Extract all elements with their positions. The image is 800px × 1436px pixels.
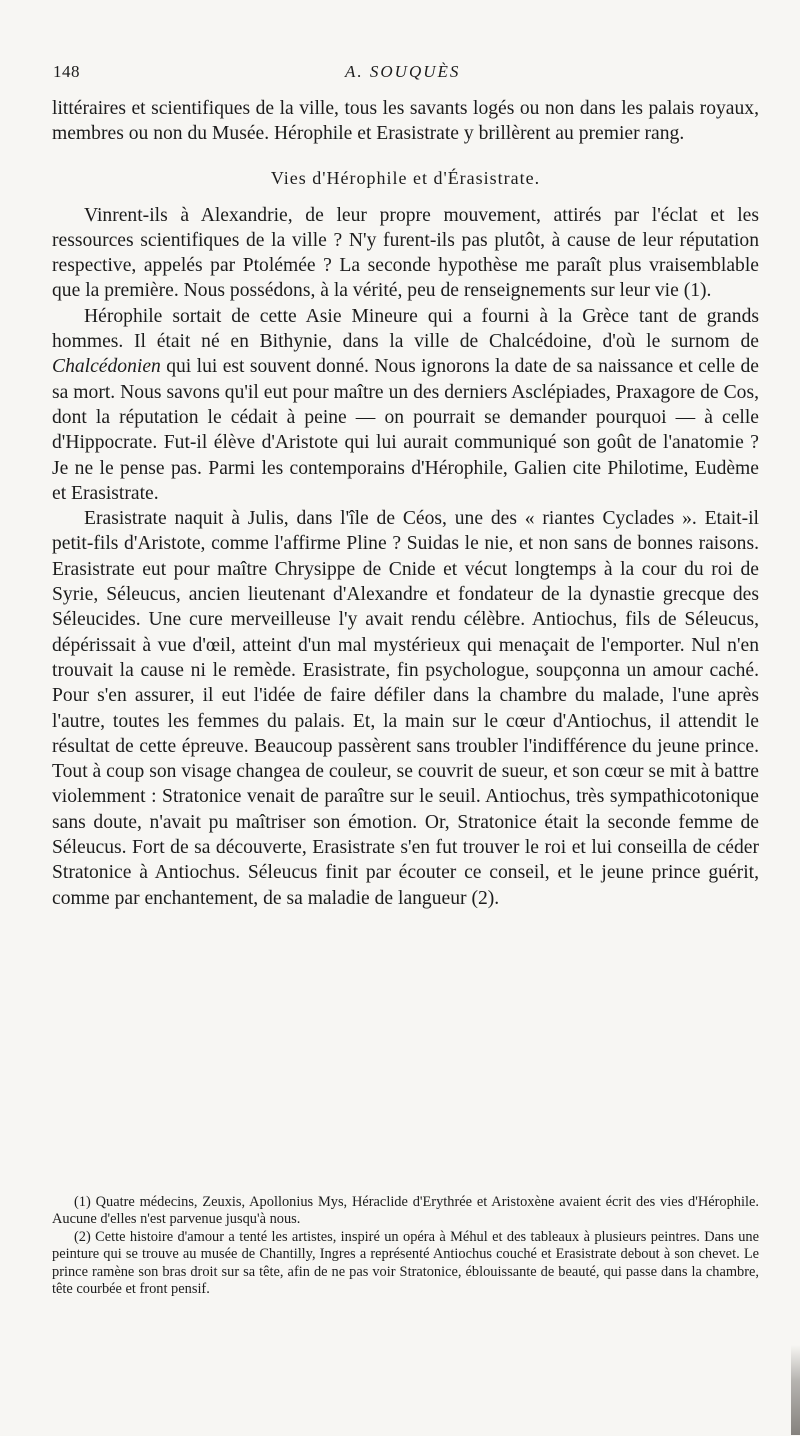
page-header (52, 62, 759, 84)
footnote-1: (1) Quatre médecins, Zeuxis, Apollonius Mys, Héraclide d'Erythrée et Aristoxène avaient écrit des vies d'Hérophile. Aucune d'elles n'est parvenue jusqu'à nous. (52, 1194, 759, 1228)
paragraph-erasistrate: Erasistrate naquit à Julis, dans l'île de Céos, une des « riantes Cyclades ». Etait-il petit-fils d'Aristote, comme l'affirme Pline ? Suidas le nie, et non sans de bonnes raisons. Erasistrate eut pour maître Chrysippe de Cnide et vécut longtemps à la cour du roi de Syrie, Séleucus, ancien lieutenant d'Alexandre et fondateur de la dynastie grecque des Séleucides. Une cure merveilleuse l'y avait rendu célèbre. Antiochus, fils de Séleucus, dépérissait à vue d'œil, atteint d'un mal mystérieux qui menaçait de l'emporter. Nul n'en trouvait la cause ni le remède. Erasistrate, fin psychologue, soupçonna un amour caché. Pour s'en assurer, il eut l'idée de faire défiler dans la chambre du malade, l'une après l'autre, toutes les femmes du palais. Et, la main sur le cœur d'Antiochus, il attendit le résultat de cette épreuve. Beaucoup passèrent sans troubler l'indifférence du jeune prince. Tout à coup son visage changea de couleur, se couvrit de sueur, et son cœur se mit à battre violemment : Stratonice venait de paraître sur le seuil. Antiochus, très sympathicotonique sans doute, n'avait pu maîtriser son émotion. Or, Stratonice était la seconde femme de Séleucus. Fort de sa découverte, Erasistrate s'en fut trouver le roi et lui conseilla de céder Stratonice à Antiochus. Séleucus finit par écouter ce conseil, et le jeune prince guérit, comme par enchantement, de sa maladie de langueur (2). (52, 508, 759, 909)
footnotes (52, 1194, 759, 1298)
chalcedonien-italic: Chalcédonien (52, 356, 161, 378)
scan-edge-shadow (791, 1345, 800, 1435)
herophile-text-end: qui lui est souvent donné. Nous ignorons la date de sa naissance et celle de sa mort. Nous savons qu'il eut pour maître un des derniers Asclépiades, Praxagore de Cos, dont la réputation le cédait à peine — on pourrait se demander pourquoi — à celle d'Hippocrate. Fut-il élève d'Aristote qui lui aurait communiqué son goût de l'anatomie ? Je ne le pense pas. Parmi les contemporains d'Hérophile, Galien cite Philotime, Eudème et Erasistrate. (52, 356, 759, 504)
running-head: A. SOUQUÈS (345, 62, 461, 81)
book-page (52, 0, 759, 1436)
body-text (52, 96, 759, 911)
paragraph-herophile (52, 304, 759, 506)
page-number: 148 (53, 62, 80, 81)
paragraph-continuation: littéraires et scientifiques de la ville, tous les savants logés ou non dans les palais royaux, membres ou non du Musée. Hérophile et Erasistrate y brillèrent au premier rang. (52, 98, 759, 145)
section-title: Vies d'Hérophile et d'Érasistrate. (270, 167, 541, 188)
footnote-2: (2) Cette histoire d'amour a tenté les artistes, inspiré un opéra à Méhul et des tableaux à plusieurs peintres. Dans une peinture qui se trouve au musée de Chantilly, Ingres a représenté Antiochus couché et Erasistrate debout à son chevet. Le prince ramène son bras droit sur sa tête, afin de ne pas voir Stratonice, éblouissante de beauté, qui passe dans la chambre, tête courbée et front pensif. (52, 1228, 759, 1298)
paragraph-origins: Vinrent-ils à Alexandrie, de leur propre mouvement, attirés par l'éclat et les ressources scientifiques de la ville ? N'y furent-ils pas plutôt, à cause de leur réputation respective, appelés par Ptolémée ? La seconde hypothèse me paraît plus vraisemblable que la première. Nous possédons, à la vérité, peu de renseignements sur leur vie (1). (52, 204, 759, 302)
herophile-text-start: Hérophile sortait de cette Asie Mineure qui a fourni à la Grèce tant de grands hommes. Il était né en Bithynie, dans la ville de Chalcédoine, d'où le surnom de (52, 305, 759, 353)
